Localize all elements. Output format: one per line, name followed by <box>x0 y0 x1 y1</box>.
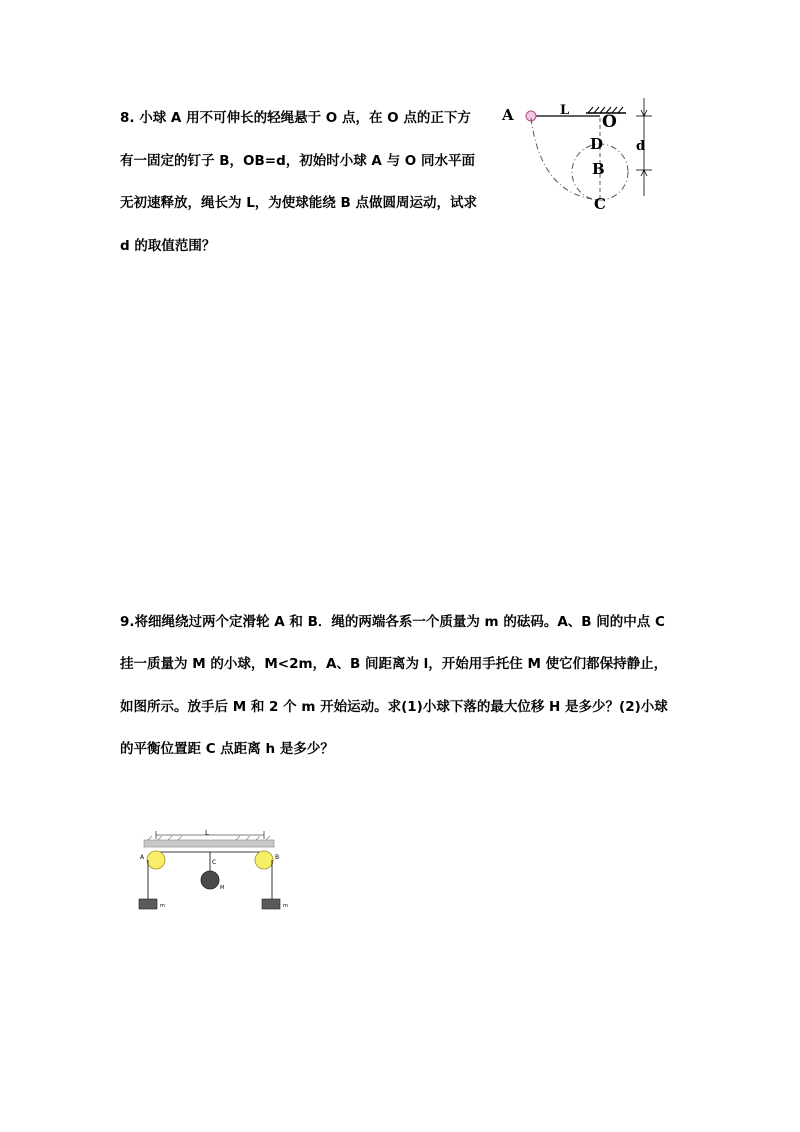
q8-label-d: d <box>636 139 646 154</box>
q8-figure <box>496 96 666 216</box>
q8-line-2: 有一固定的钉子 B，OB=d，初始时小球 A 与 O 同水平面 <box>120 153 475 169</box>
q9-figure <box>136 824 306 914</box>
q8-label-O: O <box>602 112 617 132</box>
q8-line-4: d 的取值范围？ <box>120 238 216 254</box>
q9-line-2: 挂一质量为 M 的小球，M<2m，A、B 间距离为 l，开始用手托住 M 使它们都保持静止， <box>120 656 668 672</box>
q9-label-L: L <box>205 829 209 837</box>
q8-label-D: D <box>590 135 604 153</box>
q8-label-B: B <box>592 160 605 178</box>
q9-line-3: 如图所示。放手后 M 和 2 个 m 开始运动。求(1)小球下落的最大位移 H 是多少？(2)小球 <box>120 699 668 715</box>
q9-line-1: 9.将细绳绕过两个定滑轮 A 和 B．绳的两端各系一个质量为 m 的砝码。A、B 间的中点 C <box>120 614 665 630</box>
q9-beam-hatch <box>148 836 270 840</box>
q9-ball-M <box>201 871 219 889</box>
q9-line-4: 的平衡位置距 C 点距离 h 是多少？ <box>120 741 334 757</box>
q9-label-m-left: m <box>160 903 165 909</box>
q8-label-A: A <box>502 106 514 124</box>
q8-label-L: L <box>560 103 570 118</box>
q9-label-m-right: m <box>283 903 288 909</box>
q8-line-3: 无初速释放，绳长为 L，为使球能绕 B 点做圆周运动，试求 <box>120 195 477 211</box>
q9-label-A: A <box>140 854 145 861</box>
q8-line-1: 8. 小球 A 用不可伸长的轻绳悬于 O 点，在 O 点的正下方 <box>120 110 471 126</box>
q9-weight-left <box>139 899 157 909</box>
q9-label-B: B <box>275 854 280 861</box>
q9-weight-right <box>262 899 280 909</box>
q8-label-C: C <box>594 195 606 213</box>
q9-label-M: M <box>220 885 225 891</box>
q9-label-C: C <box>212 859 217 866</box>
q9-pulley-B <box>255 851 273 869</box>
q9-beam <box>144 840 274 847</box>
q9-pulley-A <box>147 851 165 869</box>
q8-swing-arc <box>531 118 600 200</box>
